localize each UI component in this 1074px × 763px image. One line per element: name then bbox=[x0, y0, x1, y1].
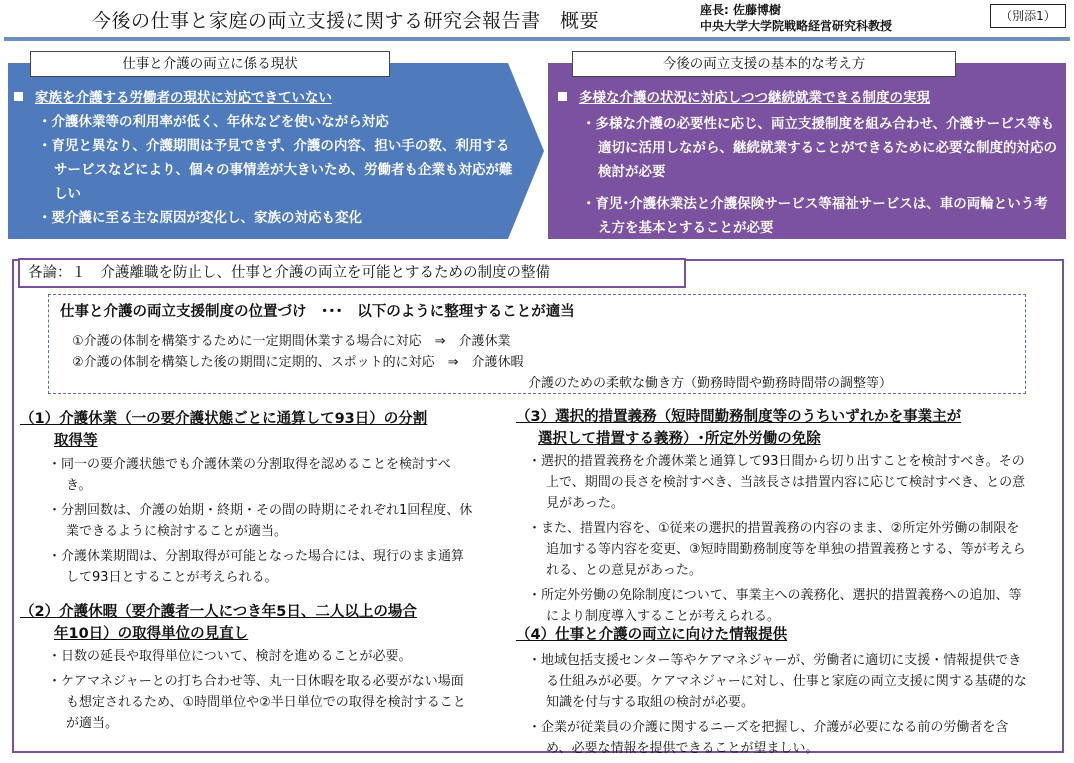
square-bullet-icon bbox=[14, 92, 23, 101]
chair-name: 座長: 佐藤博樹 bbox=[700, 3, 781, 17]
subsection-1-list bbox=[40, 454, 474, 592]
basic-approach-item: ・ 多様な介護の必要性に応じ、両立支援制度を組み合わせ、介護サービス等も適切に活用しながら、継続就業することができるために必要な制度的対応の検討が必要 bbox=[574, 112, 1058, 184]
current-state-lead: 家族を介護する労働者の現状に対応できていない bbox=[35, 90, 332, 106]
list-item: ・ 地域包括支援センター等やケアマネジャーが、労働者に適切に支援・情報提供できる仕組みが必要。ケアマネジャーに対し、仕事と家庭の両立支援に関する基礎的な知識を付与する取組の検討が必要。 bbox=[520, 650, 1032, 713]
subsection-4-list bbox=[520, 650, 1032, 763]
subsection-3-list bbox=[520, 451, 1032, 631]
subsection-1-heading bbox=[20, 408, 490, 452]
current-state-heading: 仕事と介護の両立に係る現状 bbox=[30, 51, 390, 77]
current-state-item: ・ 育児と異なり、介護期間は予見できず、介護の内容、担い手の数、利用するサービスなどにより、個々の事情差が大きいため、労働者も企業も対応が難しい bbox=[30, 134, 522, 206]
positioning-line: ①介護の体制を構築するために一定期間休業する場合に対応 ⇒ 介護休業 bbox=[72, 334, 511, 349]
header-rule bbox=[4, 37, 1070, 41]
positioning-title: 仕事と介護の両立支援制度の位置づけ ･･･ 以下のように整理することが適当 bbox=[60, 304, 575, 320]
chair-info bbox=[700, 2, 892, 34]
subsection-2-heading bbox=[20, 601, 490, 645]
basic-approach-heading: 今後の両立支援の基本的な考え方 bbox=[572, 51, 956, 77]
basic-approach-body bbox=[558, 86, 1058, 240]
subsection-4-heading-line1: （4）仕事と介護の両立に向けた情報提供 bbox=[516, 627, 788, 643]
subsection-3-heading bbox=[516, 406, 1056, 450]
list-item: ・ 企業が従業員の介護に関するニーズを把握し、介護が必要になる前の労働者を含め、必要な情報を提供できることが望ましい。 bbox=[520, 717, 1032, 759]
current-state-body bbox=[14, 86, 522, 230]
current-state-item: ・ 介護休業等の利用率が低く、年休などを使いながら対応 bbox=[30, 110, 522, 134]
subsection-2-heading-line2: 年10日）の取得単位の見直し bbox=[54, 626, 249, 642]
list-item: ・ 選択的措置義務を介護休業と通算して93日間から切り出すことを検討すべき。その上で、期間の長さを検討すべき、当該長さは措置内容に応じて検討すべき、との意見があった。 bbox=[520, 451, 1032, 514]
list-item: ・ また、措置内容を、①従来の選択的措置義務の内容のまま、②所定外労働の制限を追加する等内容を変更、③短時間勤務制度等を単独の措置義務とする、等が考えられる、との意見があった。 bbox=[520, 518, 1032, 581]
subsection-4-heading bbox=[516, 624, 1056, 646]
positioning-line: ②介護の体制を構築した後の期間に定期的、スポット的に対応 ⇒ 介護休暇 bbox=[72, 355, 524, 370]
list-item: ・ 分割回数は、介護の始期・終期・その間の時期にそれぞれ1回程度、休業できるように検討することが適当。 bbox=[40, 500, 474, 542]
subsection-3-heading-line2: 選択して措置する義務）･所定外労働の免除 bbox=[538, 431, 821, 447]
subsection-2-list bbox=[40, 646, 474, 738]
list-item: ・ 所定外労働の免除制度について、事業主への義務化、選択的措置義務への追加、等により制度導入することが考えられる。 bbox=[520, 585, 1032, 627]
subsection-1-heading-line1: （1）介護休業（一の要介護状態ごとに通算して93日）の分割 bbox=[20, 411, 428, 427]
list-item: ・ 同一の要介護状態でも介護休業の分割取得を認めることを検討すべき。 bbox=[40, 454, 474, 496]
subsection-2-heading-line1: （2）介護休暇（要介護者一人につき年5日、二人以上の場合 bbox=[20, 604, 417, 620]
chair-affiliation: 中央大学大学院戦略経営研究科教授 bbox=[700, 19, 893, 33]
positioning-line: 介護のための柔軟な働き方（勤務時間や勤務時間帯の調整等） bbox=[528, 376, 893, 391]
list-item: ・ ケアマネジャーとの打ち合わせ等、丸一日休暇を取る必要がない場面も想定されるため、①時間単位や②半日単位での取得を検討することが適当。 bbox=[40, 671, 474, 734]
current-state-item: ・ 要介護に至る主な原因が変化し、家族の対応も変化 bbox=[30, 206, 522, 230]
list-item: ・ 介護休業期間は、分割取得が可能となった場合には、現行のまま通算して93日とすることが考えられる。 bbox=[40, 546, 474, 588]
basic-approach-lead: 多様な介護の状況に対応しつつ継続就業できる制度の実現 bbox=[579, 90, 930, 106]
annex-label: （別添1） bbox=[990, 4, 1066, 28]
section-title: 各論：１ 介護離職を防止し、仕事と介護の両立を可能とするための制度の整備 bbox=[18, 258, 686, 288]
subsection-3-heading-line1: （3）選択的措置義務（短時間勤務制度等のうちいずれかを事業主が bbox=[516, 409, 962, 425]
document-title: 今後の仕事と家庭の両立支援に関する研究会報告書 概要 bbox=[92, 10, 600, 32]
basic-approach-item: ・ 育児･介護休業法と介護保険サービス等福祉サービスは、車の両輪という考え方を基本とすることが必要 bbox=[574, 192, 1058, 240]
list-item: ・ 日数の延長や取得単位について、検討を進めることが必要。 bbox=[40, 646, 474, 667]
subsection-1-heading-line2: 取得等 bbox=[54, 433, 98, 449]
square-bullet-icon bbox=[558, 92, 567, 101]
